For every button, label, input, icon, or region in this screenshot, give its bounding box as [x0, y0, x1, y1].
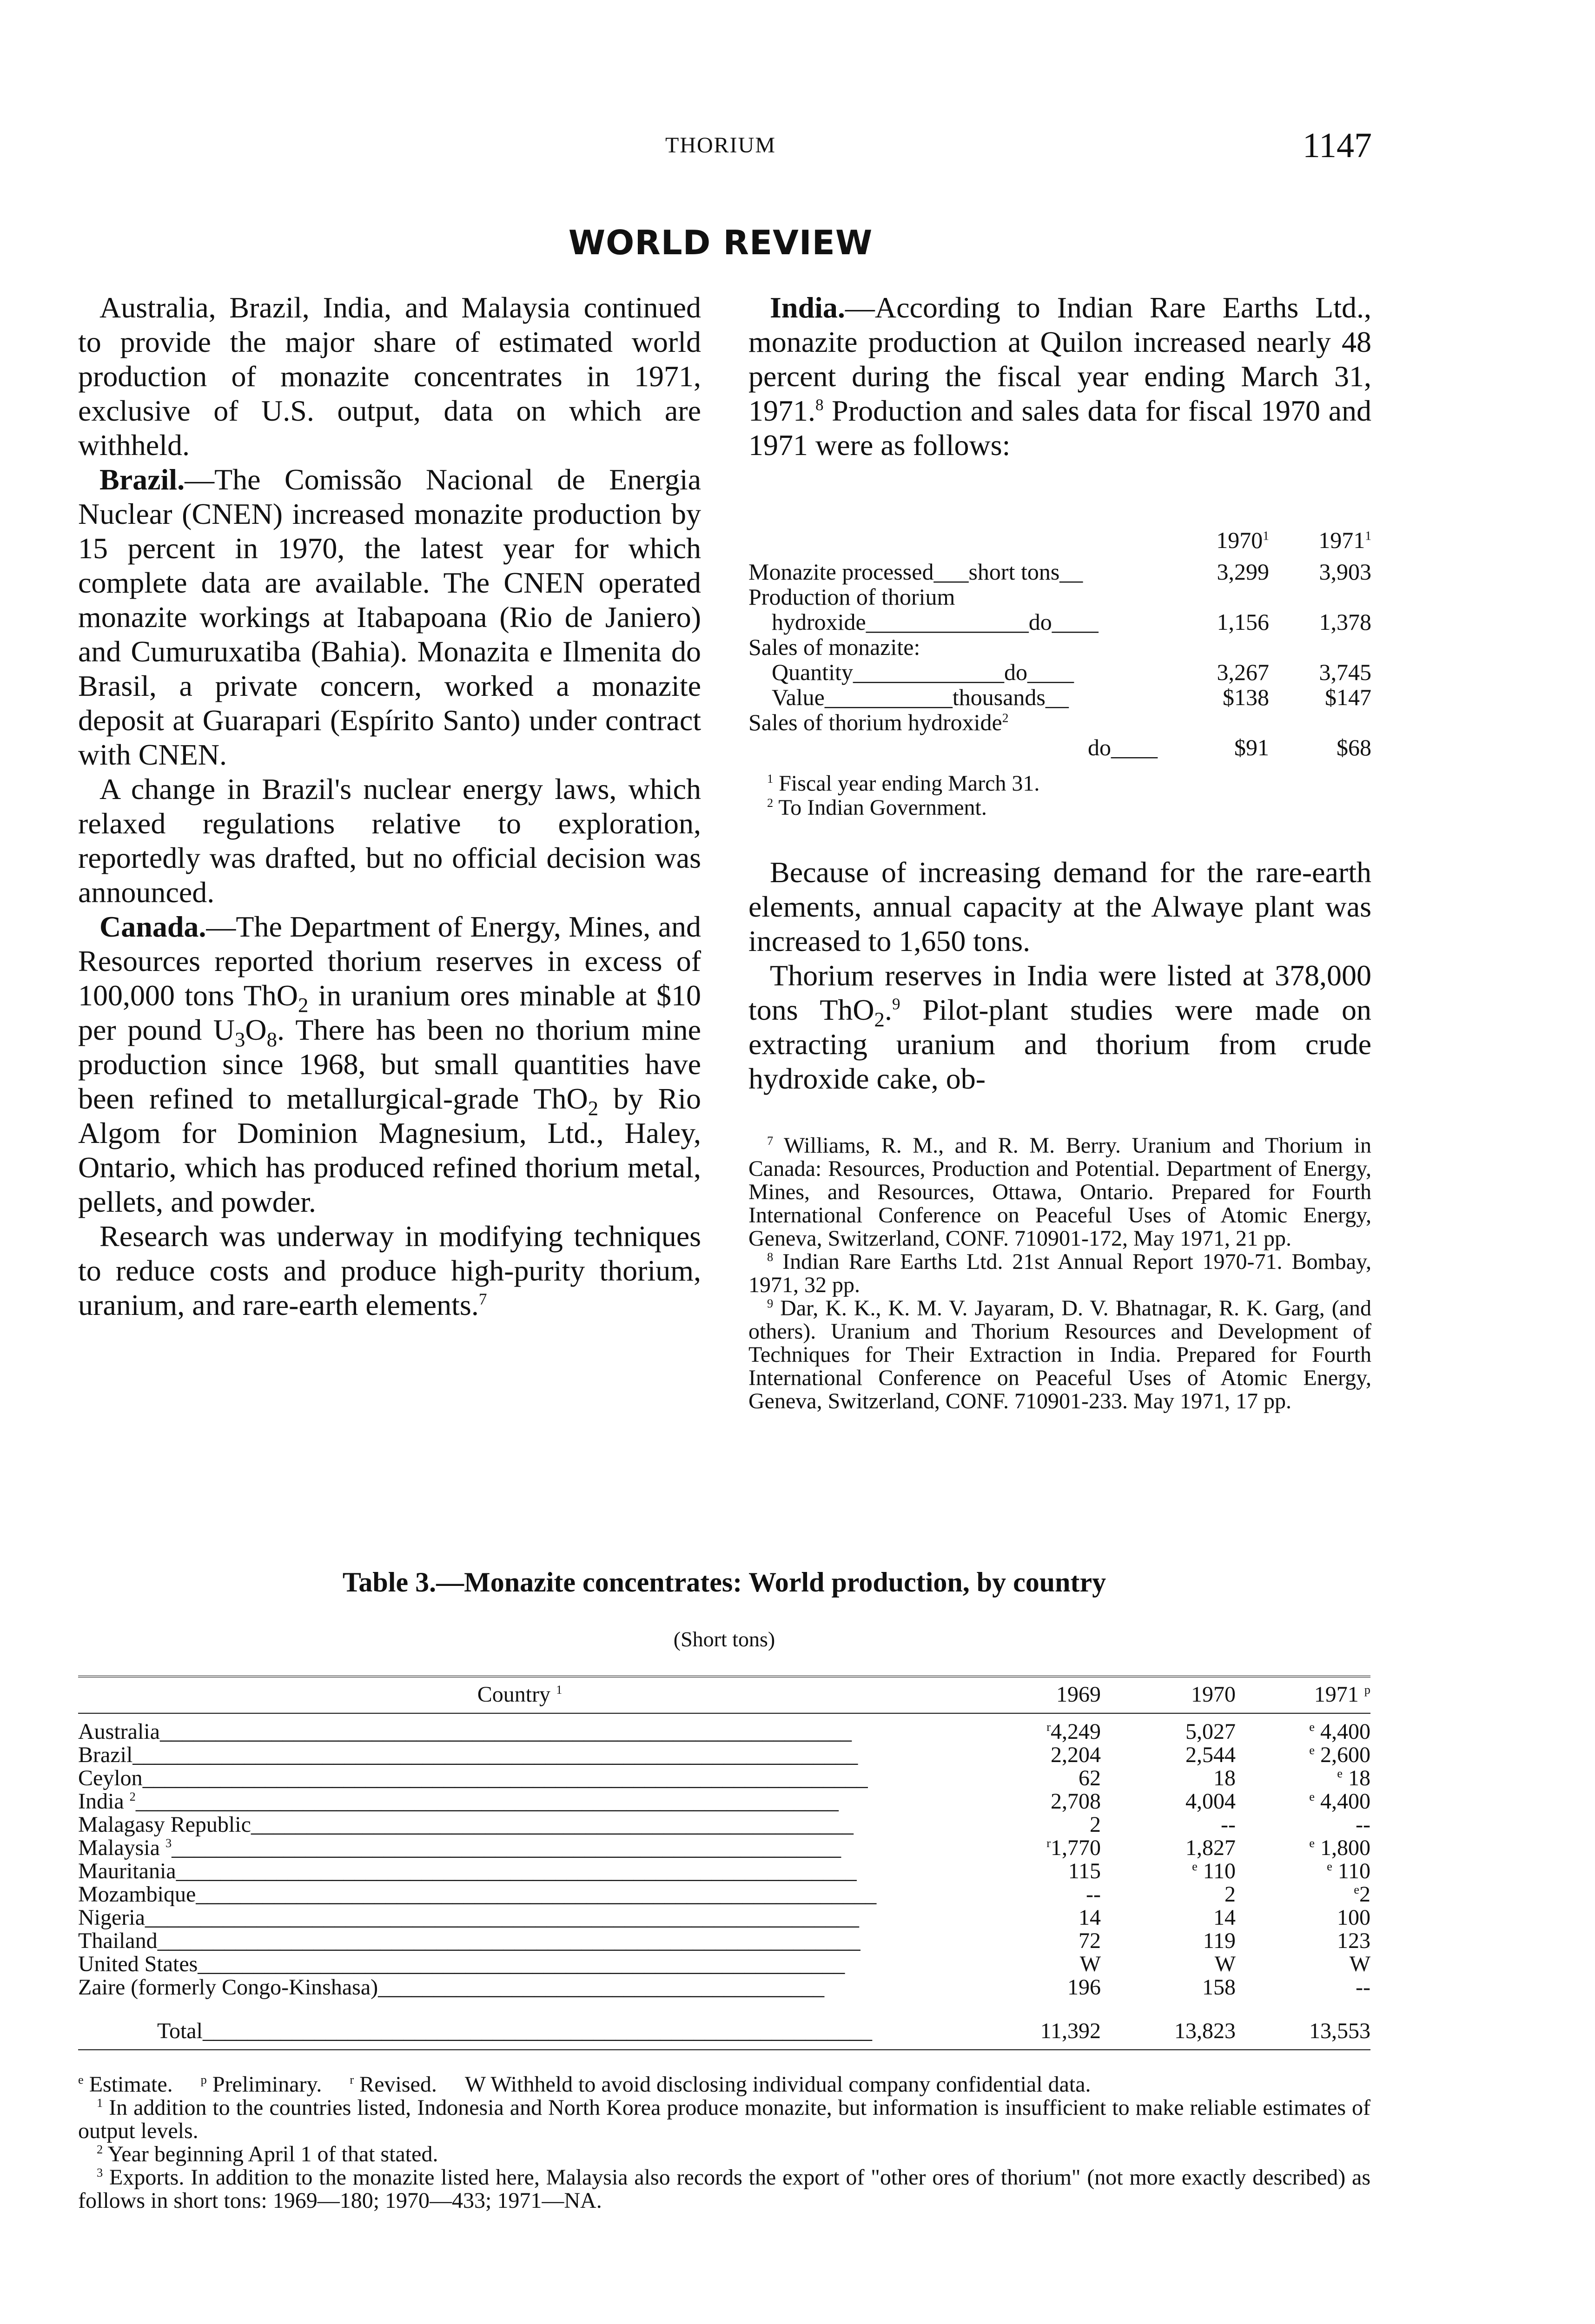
india-text-tail: Production and sales data for fiscal 1970 and 1971 were as follows: — [748, 394, 1371, 462]
table-unit: (Short tons) — [673, 1627, 775, 1651]
paragraph-reserves: Thorium reserves in India were listed at 378,000 tons ThO$_2$.$^9$ Pilot-plant studies were made on extracting uranium and thorium from crude hydroxide cake, ob- — [748, 959, 1371, 1095]
table-row: Value___________thousands__ $138 $147 — [772, 684, 1371, 710]
canada-text-e: by Rio Algom for Dominion Magnesium, Ltd., Haley, Ontario, which has produced refined thorium metal, pellets, and powder. — [78, 1082, 702, 1218]
note: $^2$ To Indian Government. — [767, 795, 987, 820]
table-row: Zaire (formerly Congo-Kinshasa)________________________________________ 196 158 -- — [78, 1975, 1370, 2000]
footnote-ref-9: 9 — [892, 995, 900, 1013]
run-in-head-india: India. — [770, 291, 845, 324]
paragraph-brazil-laws: A change in Brazil's nuclear energy laws, which relaxed regulations relative to exploration, reportedly was drafted, but no official decision was announced. — [78, 772, 701, 909]
table-row: Australia______________________________________________________________ $^r$4,249 5,027 $^e$ 4,400 — [78, 1719, 1370, 1744]
table-total-row: Total____________________________________________________________ 11,392 13,823 13,553 — [78, 1999, 1370, 2050]
canada-text-d: . There has been no thorium mine production since 1968, but small quantities have been refined to metallurgical-grade ThO — [78, 1013, 702, 1115]
paragraph-brazil — [78, 462, 701, 772]
right-column — [748, 290, 1371, 462]
legend: $^e$ Estimate. $^p$ Preliminary. $^r$ Revised. W Withheld to avoid disclosing individual company confidential data. — [78, 2072, 1091, 2097]
paragraph-india — [748, 290, 1371, 462]
right-column-continued — [748, 855, 1371, 1096]
note: $^1$ Fiscal year ending March 31. — [767, 771, 1040, 796]
paragraph-brazil-text: —The Comissão Nacional de Energia Nuclear (CNEN) increased monazite production by 15 percent in 1970, the latest year for which complete data are available. The CNEN operated monazite workings at Itabapoana (Rio de Janiero) and Cumuruxatiba (Bahia). Monazita e Ilmenita do Brasil, a private concern, worked a monazite deposit at Guarapari (Espírito Santo) under contract with CNEN. — [78, 463, 701, 771]
table-row: do____ $91 $68 — [1088, 734, 1371, 760]
canada-text-a: —The Department of Energy, Mines, and Resources reported thorium reserves in excess of 100,000 tons ThO — [78, 910, 701, 1012]
run-in-head-brazil: Brazil. — [99, 463, 185, 496]
table-row: hydroxide______________do____ 1,156 1,378 — [772, 609, 1371, 635]
header-1970: 1970 — [1101, 1677, 1236, 1713]
section-title: WORLD REVIEW — [568, 223, 873, 262]
header-1971: 1971 $^p$ — [1236, 1677, 1370, 1713]
india-table-header — [748, 528, 1371, 553]
page-number: 1147 — [1302, 126, 1372, 165]
note: $^2$ Year beginning April 1 of that stated. — [97, 2142, 438, 2166]
table-row: Mozambique_____________________________________________________________ -- 2 $^e$2 — [78, 1882, 1370, 1907]
table-row: Ceylon_________________________________________________________________ 62 18 $^e$ 18 — [78, 1766, 1370, 1790]
research-text: Research was underway in modifying techniques to reduce costs and produce high-purity thorium, uranium, and rare-earth elements. — [78, 1220, 701, 1321]
footnote-ref-7: 7 — [478, 1290, 487, 1308]
table-row: India $^2$_______________________________________________________________ 2,708 4,004 $^e$ 4,400 — [78, 1789, 1370, 1814]
table-row: Monazite processed___short tons__ 3,299 3,903 — [748, 559, 1371, 585]
table-row: United States__________________________________________________________ W W W — [78, 1952, 1370, 1976]
table-row: Malaysia $^3$____________________________________________________________ $^r$1,770 1,827 $^e$ 1,800 — [78, 1835, 1370, 1860]
note: $^1$ In addition to the countries listed, Indonesia and North Korea produce monazite, but information is insufficient to make reliable estimates of output levels. — [78, 2095, 1370, 2143]
monazite-production-table — [78, 1676, 1370, 2050]
subscript: 2 — [588, 1096, 599, 1120]
table-row: Mauritania_____________________________________________________________ 115 $^e$ 110 $^e$ 110 — [78, 1859, 1370, 1883]
note: $^3$ Exports. In addition to the monazite listed here, Malaysia also records the export of "other ores of thorium" (not more exactly described) as follows in short tons: 1969—180; 1970—433; 1971—NA. — [78, 2165, 1370, 2213]
india-production-table — [748, 528, 1371, 760]
table-row: Sales of monazite: — [748, 634, 920, 660]
running-head: THORIUM — [665, 133, 776, 158]
table-row: Brazil_________________________________________________________________ 2,204 2,544 $^e$ 2,600 — [78, 1743, 1370, 1767]
paragraph-canada — [78, 910, 701, 1219]
table-notes — [78, 2073, 1370, 2212]
header-1969: 1969 — [961, 1677, 1101, 1713]
subscript: 3 — [235, 1027, 245, 1051]
header-country: Country $^1$ — [78, 1677, 961, 1713]
footnote-7: $^7$ Williams, R. M., and R. M. Berry. Uranium and Thorium in Canada: Resources, Production and Potential. Department of Energy, Mines, and Resources, Ottawa, Ontario. Prepared for Fourth International Conference on Peaceful Uses of Atomic Energy, Geneva, Switzerland, CONF. 710901-172, May 1971, 21 pp. — [748, 1133, 1371, 1251]
india-table-notes — [748, 772, 1371, 820]
paragraph-capacity: Because of increasing demand for the rare-earth elements, annual capacity at the Alwaye plant was increased to 1,650 tons. — [748, 856, 1371, 957]
table-row: Production of thorium — [748, 584, 955, 610]
subscript: 2 — [298, 993, 309, 1017]
footnote-ref-8: 8 — [815, 396, 824, 414]
canada-text-b: in uranium ores minable at $10 per pound U — [78, 979, 702, 1046]
footnotes — [748, 1134, 1371, 1413]
subscript: 8 — [266, 1027, 278, 1051]
table-row: Quantity_____________do____ 3,267 3,745 — [772, 659, 1371, 685]
paragraph-research — [78, 1219, 701, 1322]
table-row: Malagasy Republic______________________________________________________ 2 -- -- — [78, 1812, 1370, 1837]
col-1970: 1970$^1$ — [1216, 527, 1269, 553]
footnote-9: $^9$ Dar, K. K., K. M. V. Jayaram, D. V. Bhatnagar, R. K. Garg, (and others). Uranium and Thorium Resources and Development of Techniques for Their Extraction in India. Prepared for Fourth International Conference on Peaceful Uses of Atomic Energy, Geneva, Switzerland, CONF. 710901-233. May 1971, 17 pp. — [748, 1296, 1371, 1413]
table-header-row — [78, 1677, 1370, 1713]
table-title: Table 3.—Monazite concentrates: World production, by country — [342, 1567, 1106, 1598]
footnote-8: $^8$ Indian Rare Earths Ltd. 21st Annual Report 1970-71. Bombay, 1971, 32 pp. — [748, 1249, 1371, 1297]
table-row: Sales of thorium hydroxide$^2$ — [748, 709, 1009, 735]
canada-text-c: O — [245, 1013, 267, 1046]
col-1971: 1971$^1$ — [1318, 527, 1371, 553]
paragraph-overview: Australia, Brazil, India, and Malaysia continued to provide the major share of estimated world production of monazite concentrates in 1971, exclusive of U.S. output, data on which are withheld. — [78, 291, 701, 462]
run-in-head-canada: Canada. — [99, 910, 206, 943]
table-row: Nigeria________________________________________________________________ 14 14 100 — [78, 1905, 1370, 1930]
table-row: Thailand_______________________________________________________________ 72 119 123 — [78, 1928, 1370, 1953]
left-column — [78, 290, 701, 1322]
india-text: —According to Indian Rare Earths Ltd., monazite production at Quilon increased nearly 48 percent during the fiscal year ending March 31, 1971. — [748, 291, 1371, 427]
